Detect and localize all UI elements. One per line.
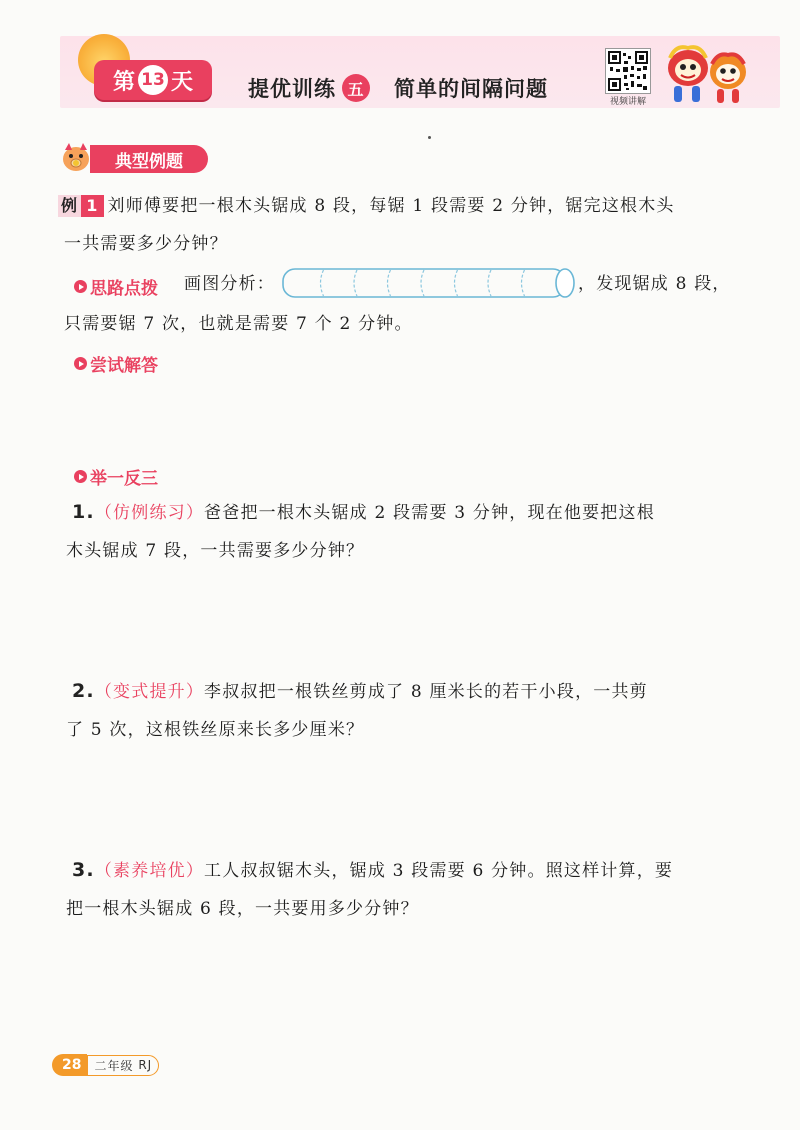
answer-label [74, 351, 158, 376]
stray-dot [428, 136, 431, 139]
example-tag-label: 例 [58, 195, 81, 217]
hint-text-before: 画图分析： [184, 274, 275, 294]
question-text: 工人叔叔锯木头，锯成 3 段需要 6 分钟。照这样计算，要 [204, 861, 674, 881]
example-line-1 [58, 195, 675, 217]
piggy-mascot-icon [60, 140, 92, 174]
day-badge [94, 60, 212, 100]
practice-label [74, 464, 158, 489]
page-number: 28 [52, 1054, 87, 1076]
example-tag [58, 195, 104, 217]
log-cut-line [522, 270, 525, 296]
hint-text-after: ，发现锯成 8 段， [578, 274, 731, 294]
log-cut-line [321, 270, 324, 296]
question-tag: （变式提升） [94, 682, 205, 702]
question-text: 李叔叔把一根铁丝剪成了 8 厘米长的若干小段，一共剪 [204, 682, 648, 702]
question-3-line-1 [72, 861, 673, 880]
hint-label [74, 274, 158, 299]
question-2-line-1 [72, 682, 648, 701]
play-bullet-icon [74, 280, 87, 293]
day-suffix: 天 [171, 69, 194, 95]
question-1-line-2: 木头锯成 7 段，一共需要多少分钟？ [66, 541, 365, 561]
log-diagram [282, 266, 578, 300]
day-prefix: 第 [112, 69, 135, 95]
section-heading: 典型例题 [90, 145, 208, 173]
example-tag-number: 1 [81, 195, 103, 217]
example-text-1: 刘师傅要把一根木头锯成 8 段，每锯 1 段需要 2 分钟，锯完这根木头 [107, 195, 675, 216]
day-number: 13 [138, 65, 168, 95]
grade-label: 二年级 [94, 1058, 134, 1073]
page-footer [52, 1054, 159, 1076]
hint-label-text: 思路点拨 [90, 279, 158, 299]
play-bullet-icon [74, 357, 87, 370]
question-number: 3. [72, 859, 95, 881]
practice-label-text: 举一反三 [90, 469, 158, 489]
log-cut-line [488, 270, 491, 296]
title-prefix: 提优训练 [248, 77, 336, 101]
question-text: 爸爸把一根木头锯成 2 段需要 3 分钟，现在他要把这根 [204, 503, 655, 523]
edition-label: RJ [138, 1058, 153, 1072]
example-text-2: 一共需要多少分钟？ [64, 234, 228, 254]
question-number: 2. [72, 680, 95, 702]
grade-info [87, 1055, 159, 1076]
hint-line-2: 只需要锯 7 次，也就是需要 7 个 2 分钟。 [64, 314, 413, 334]
log-cut-line [421, 270, 424, 296]
log-cut-line [455, 270, 458, 296]
title-number: 五 [342, 74, 370, 102]
question-tag: （仿例练习） [94, 503, 205, 523]
title-topic: 简单的间隔问题 [394, 77, 548, 101]
lion-dance-illustration [662, 42, 754, 108]
qr-label: 视频讲解 [609, 97, 646, 107]
question-2-line-2: 了 5 次，这根铁丝原来长多少厘米？ [66, 720, 365, 740]
log-cut-line [388, 270, 391, 296]
question-1-line-1 [72, 503, 655, 522]
question-tag: （素养培优） [94, 861, 205, 881]
page-title [248, 73, 548, 103]
qr-code-icon[interactable] [605, 48, 651, 94]
question-number: 1. [72, 501, 95, 523]
answer-label-text: 尝试解答 [90, 356, 158, 376]
question-3-line-2: 把一根木头锯成 6 段，一共要用多少分钟？ [66, 899, 419, 919]
log-cut-line [354, 270, 357, 296]
play-bullet-icon [74, 470, 87, 483]
